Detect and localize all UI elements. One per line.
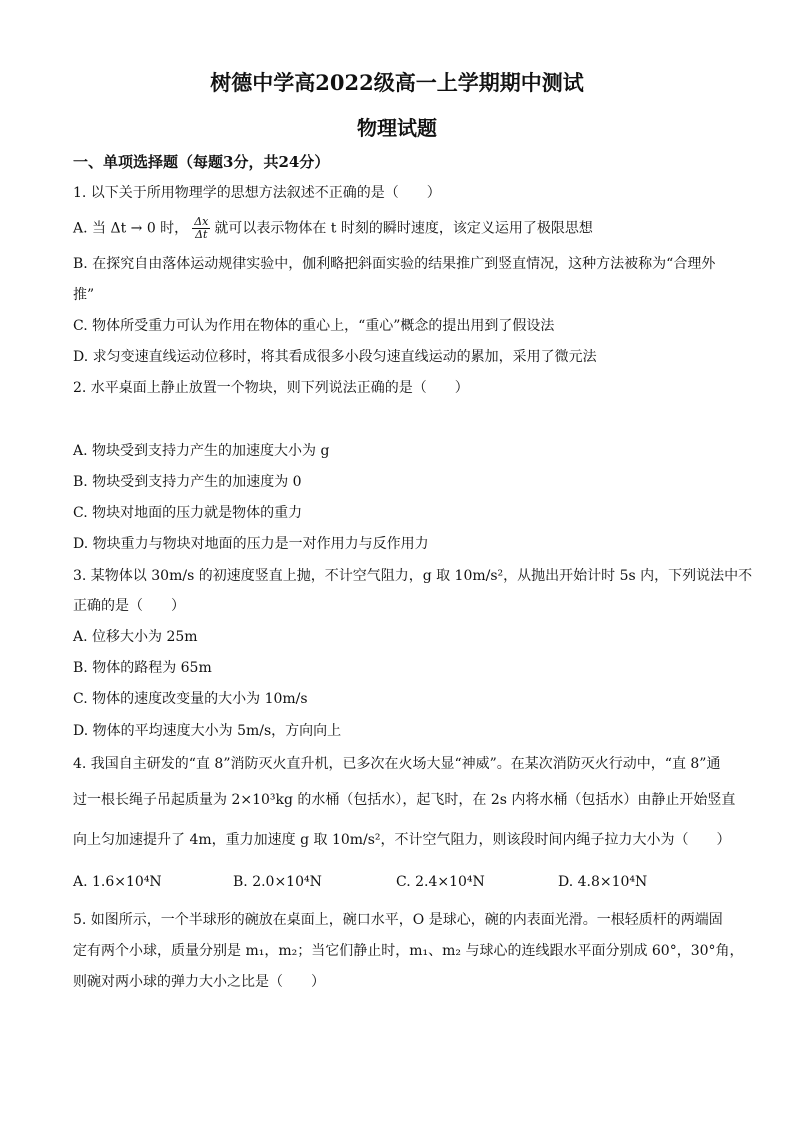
question-4-stem-line2: 过一根长绳子吊起质量为 2×10³kg 的水桶（包括水），起飞时，在 2s 内将水桶（包括水）由静止开始竖直 [73,792,736,808]
option-a-suffix: 就可以表示物体在 t 时刻的瞬时速度，该定义运用了极限思想 [214,220,593,237]
question-1-option-d: D. 求匀变速直线运动位移时，将其看成很多小段匀速直线运动的累加，采用了微元法 [73,349,597,365]
delta-x-over-delta-t-fraction [192,216,210,241]
question-5-stem-line2: 定有两个小球，质量分别是 m₁，m₂；当它们静止时，m₁、m₂ 与球心的连线跟水平面分别成 60°，30°角， [73,943,744,959]
question-4-stem-line1: 4. 我国自主研发的“直 8”消防灭火直升机，已多次在火场大显“神威”。在某次消防灭火行动中，“直 8”通 [73,756,721,772]
question-3-stem-line1: 3. 某物体以 30m/s 的初速度竖直上抛，不计空气阻力，g 取 10m/s²，从抛出开始计时 5s 内，下列说法中不 [73,568,753,584]
question-2-option-d: D. 物块重力与物块对地面的压力是一对作用力与反作用力 [73,536,429,552]
question-5-stem-line1: 5. 如图所示，一个半球形的碗放在桌面上，碗口水平，O 是球心，碗的内表面光滑。一根轻质杆的两端固 [73,912,723,928]
option-a-prefix: A. 当 Δt → 0 时， [73,220,189,237]
question-2-option-a: A. 物块受到支持力产生的加速度大小为 g [73,443,330,459]
page-title: 树德中学高2022级高一上学期期中测试 [210,70,584,95]
question-2-stem: 2. 水平桌面上静止放置一个物块，则下列说法正确的是（ ） [73,380,469,396]
question-2-option-b: B. 物块受到支持力产生的加速度为 0 [73,474,302,490]
question-3-stem-line2: 正确的是（ ） [73,598,185,614]
question-1-option-c: C. 物体所受重力可认为作用在物体的重心上，“重心”概念的提出用到了假设法 [73,318,555,334]
question-4-option-d: D. 4.8×10⁴N [558,874,648,890]
fraction-numerator: Δx [194,215,209,228]
question-4-option-b: B. 2.0×10⁴N [233,874,322,890]
fraction-denominator: Δt [195,228,208,241]
question-1-option-a [73,216,728,241]
page-subtitle: 物理试题 [357,116,437,140]
question-3-option-c: C. 物体的速度改变量的大小为 10m/s [73,691,308,707]
question-4-option-c: C. 2.4×10⁴N [396,874,485,890]
question-3-option-d: D. 物体的平均速度大小为 5m/s，方向向上 [73,723,342,739]
question-5-stem-line3: 则碗对两小球的弹力大小之比是（ ） [73,974,325,990]
question-2-option-c: C. 物块对地面的压力就是物体的重力 [73,505,303,521]
question-1-option-b-line2: 推” [73,287,95,303]
question-4-option-a: A. 1.6×10⁴N [73,874,162,890]
question-3-option-b: B. 物体的路程为 65m [73,660,212,676]
question-3-option-a: A. 位移大小为 25m [73,629,198,645]
question-1-option-b-line1: B. 在探究自由落体运动规律实验中，伽利略把斜面实验的结果推广到竖直情况，这种方法被称为“合理外 [73,256,716,272]
question-4-stem-line3: 向上匀加速提升了 4m，重力加速度 g 取 10m/s²，不计空气阻力，则该段时间内绳子拉力大小为（ ） [73,832,731,848]
question-1-stem: 1. 以下关于所用物理学的思想方法叙述不正确的是（ ） [73,185,441,201]
section-heading: 一、单项选择题（每题3分，共24分） [73,153,330,171]
